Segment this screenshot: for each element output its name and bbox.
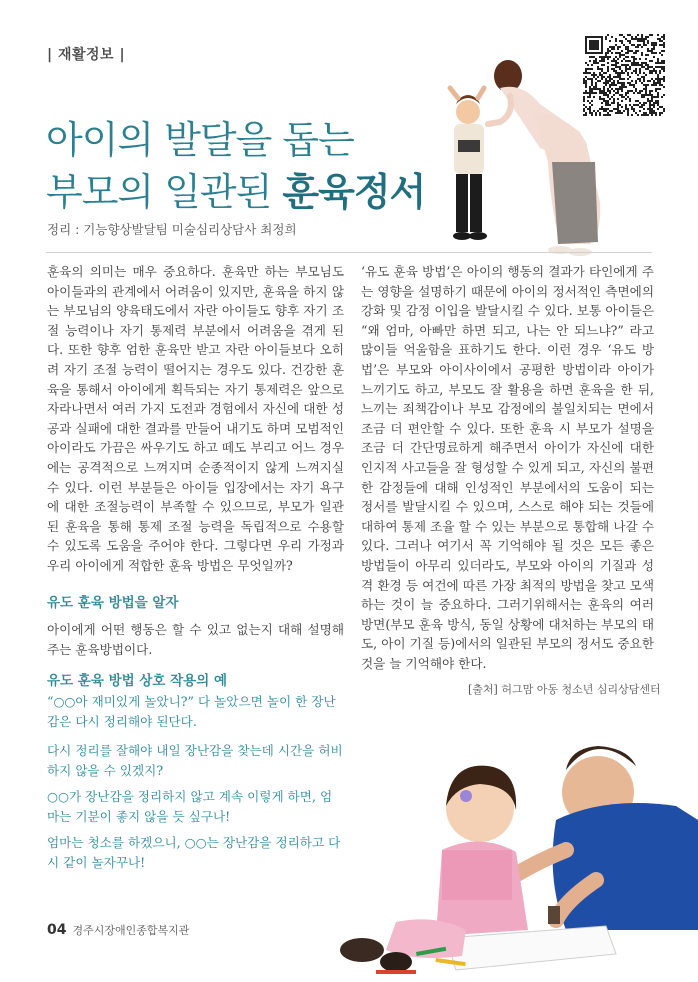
subheading-guided-discipline: 유도 훈육 방법을 알자 bbox=[47, 595, 179, 611]
intro-paragraph: 훈육의 의미는 매우 중요하다. 훈육만 하는 부모님도 아이들과의 관계에서 어려움이 있지만, 훈육을 하지 않는 부모님의 양육태도에서 자란 아이들도 향후 자기 조절 능력이나 자기 통제력 부분에서 어려움을 겪게 된다. 또한 향후 엄한 훈육만 받고 자란 아이들보다 오히려 자기 조절 능력이 떨어지는 경우도 있다. 건강한 훈육을 통해서 아이에게 획득되는 자기 통제력은 앞으로 자라나면서 여러 가지 도전과 경험에서 자신에 대한 성공과 실패에 대한 결과를 만들어 내기도 하며 모범적인 아이라도 가끔은 싸우기도 하고 떼도 부리고 어느 경우에는 공격적으로 느껴지며 순종적이지 않게 느껴지실 수 있다. 이런 부분들은 아이들 입장에서는 자기 욕구에 대한 조절능력이 부족할 수 있으므로, 부모가 일관된 훈육을 통해 통제 조절 능력을 독립적으로 수용할 수 있도록 도움을 주어야 한다. 그렇다면 우리 가정과 우리 아이에게 적합한 훈육 방법은 무엇일까? bbox=[47, 264, 344, 573]
page-number: 04 bbox=[47, 922, 67, 938]
page-title bbox=[46, 114, 425, 218]
header-divider bbox=[46, 252, 652, 253]
right-column bbox=[361, 262, 654, 673]
right-column-paragraph: ‘유도 훈육 방법’은 아이의 행동의 결과가 타인에게 주는 영향을 설명하기 때문에 아이의 정서적인 측면에의 강화 및 감정 이입을 발달시킬 수 있다. 보통 아이들은 “왜 엄마, 아빠만 하면 되고, 나는 안 되느냐?” 라고 많이들 억울함을 표하기도 한다. 이런 경우 ‘유도 방법’은 부모와 아이사이에서 공평한 방법이라 아이가 느끼기도 하고, 부모도 잘 활용을 하면 훈육을 한 뒤, 느끼는 죄책감이나 부모 감정에의 불일치되는 면에서 조금 더 편안할 수 있다. 또한 훈육 시 부모가 설명을 조금 더 간단명료하게 해주면서 아이가 자신에 대한 인지적 사고들을 잘 형성할 수 있게 되고, 자신의 불편한 감정들에 대해 인성적인 부분에서의 도움이 되는 정서를 발달시킬 수 있으며, 스스로 해야 되는 것들에 대하여 통제 조율 할 수 있는 부분으로 통합해 나갈 수 있다. 그러나 여기서 꼭 기억해야 될 것은 모든 좋은 방법들이 아무리 있더라도, 부모와 아이의 기질과 성격 환경 등 여건에 따른 가장 최적의 방법을 찾고 모색하는 것이 늘 중요하다. 그러기위해서는 훈육의 여러 방면(부모 훈육 방식, 동일 상황에 대처하는 부모의 태도, 아이 기질 등)에서의 일관된 부모의 정서도 중요한 것을 늘 기억해야 한다. bbox=[361, 264, 654, 671]
footer-org: 경주시장애인종합복지관 bbox=[72, 924, 190, 937]
example-2: 다시 정리를 잘해야 내일 장난감을 찾는데 시간을 허비하지 않을 수 있겠지? bbox=[47, 743, 343, 778]
guided-discipline-paragraph: 아이에게 어떤 행동은 할 수 있고 없는지 대해 설명해 주는 훈육방법이다. bbox=[47, 622, 344, 657]
example-1: “○○아 재미있게 놀았니?” 다 놀았으면 놀이 한 장난감은 다시 정리해야 된단다. bbox=[47, 694, 336, 729]
example-4: 엄마는 청소를 하겠으니, ○○는 장난감을 정리하고 다시 같이 놀자꾸나! bbox=[47, 835, 341, 870]
footer bbox=[47, 919, 189, 938]
hero-photo-mother-child bbox=[430, 52, 610, 262]
subheading-interaction-examples: 유도 훈육 방법 상호 작용의 예 bbox=[47, 673, 227, 689]
bottom-photo-father-child-drawing bbox=[266, 700, 698, 982]
title-line-2: 부모의 일관된 bbox=[46, 170, 283, 214]
title-line-1: 아이의 발달을 돕는 bbox=[46, 118, 354, 162]
example-3: ○○가 장난감을 정리하지 않고 계속 이렇게 하면, 엄마는 기분이 좋지 않을 듯 싶구나! bbox=[47, 789, 333, 824]
source-credit: [출처] 허그맘 아동 청소년 심리상담센터 bbox=[468, 683, 661, 696]
left-column-intro bbox=[47, 262, 344, 576]
title-emphasis: 훈육정서 bbox=[282, 170, 426, 214]
byline: 정리 : 기능향상발달팀 미술심리상담사 최정희 bbox=[47, 222, 297, 237]
section-tag: | 재활정보 | bbox=[47, 47, 126, 63]
